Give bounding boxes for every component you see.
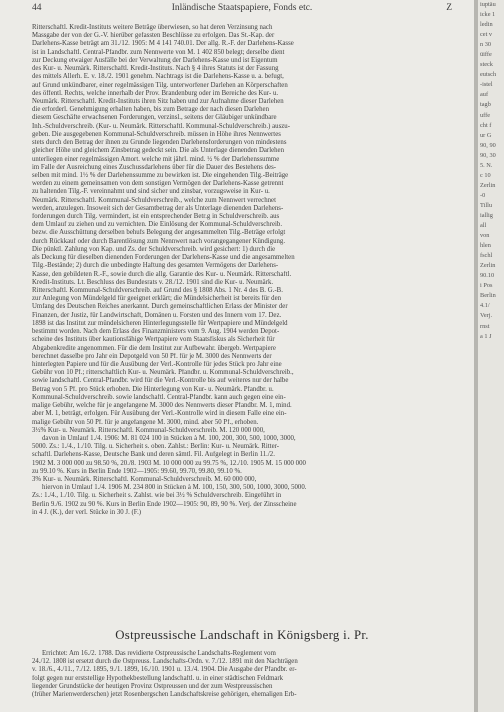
body-line-20: zu haltenden Tilg.-F. vereinnahmt und sind sicher und zinsbar, vorzugsweise in Kur- u.	[32, 188, 270, 196]
body-line-23: forderungen durch Tilg. vermindert, ist ein entsprechender Betr.g in Schuldverschreib. aus	[32, 213, 280, 221]
body-line-17: im Falle der Ausreichung eines Zuschussdarlehens über für die Dauer des Bestehens des-	[32, 163, 277, 171]
body-line-24: dem Umlauf zu ziehen und zu vernichten. Die Einlösung der Kommunal-Schuldverschreib.	[32, 221, 283, 229]
tail-line-0: Errichtet: Am 16./2. 1788. Das revidierte Ostpreussische Landschafts-Reglement vom	[42, 650, 276, 657]
tail-line-2: v. 18./6., 4./11., 7./12. 1895, 9./1. 1899, 16./10. 1901 u. 13./4. 1904. Die Ausgabe der Pfandbr. er-	[32, 666, 297, 674]
body-line-51: 5000. Zs.: 1./4., 1./10. Tilg. u. Sicherheit s. oben. Zahlst.: Berlin: Kur- u. Neumärk. Ritter-	[32, 443, 280, 451]
header-edge-text: Z	[446, 3, 452, 13]
body-line-30: Kasse, den gebildeten R.-F., sowie durch die allg. Garantie des Kur- u. Neumärk. Ritterschaftl.	[32, 270, 292, 278]
body-line-22: werden, anzulegen. Insoweit sich der Gesamtbetrag der als Unterlage dienenden Darlehens-	[32, 204, 284, 212]
neighbor-line-2: ledin	[480, 21, 493, 29]
body-line-55: 3% Kur- u. Neumärk. Ritterschaftl. Kommunal-Schuldverschreib. M. 60 000 000,	[32, 476, 257, 484]
body-line-41: hinterlegten Papiere und für die Ausübung der Verl.-Kontrolle für jedes Stück pro Jahr eine	[32, 360, 282, 368]
neighbor-line-6: steck	[480, 61, 493, 69]
body-line-21: Neumärk. Ritterschaftl. Kommunal-Schuldverschreib., welche zum Nennwert verrechnet	[32, 196, 276, 204]
body-line-4: zur Deckung etwaiger Ausfälle bei der Verwaltung der Darlehens-Kasse und ist Eigentum	[32, 56, 278, 64]
body-line-26: durch Rückkauf oder durch Barentlösung zum Nennwert nach vorangegangener Kündigung.	[32, 237, 286, 245]
section-text	[32, 650, 452, 699]
body-line-28: als Deckung für dieselben dienenden Forderungen der Darlehens-Kasse und die angesammelten	[32, 254, 295, 262]
neighbor-line-34: Zerlin	[480, 262, 496, 270]
body-line-15: gleicher Höhe und gleichem Zinsbetrag gedeckt sein. Die als Unterlage dienenden Darlehen	[32, 147, 285, 155]
page-header	[32, 3, 452, 17]
body-line-49: 3½% Kur- u. Neumärk. Ritterschaftl. Kommunal-Schuldverschreib. M. 120 000 000,	[32, 426, 265, 434]
body-line-59: in 4 J. (K.), der verl. Stücke in 30 J. (F.)	[32, 508, 142, 516]
body-line-19: werden zu einem gemeinsamen von dem sonstigen Vermögen der Darlehens-Kasse getrennt	[32, 180, 284, 188]
body-line-11: diesem Geschäfte erwachsenen Forderungen, verzinsl., seitens der Gläubiger unkündbare	[32, 114, 277, 122]
body-line-39: Abgabenkredite angenommen. Für die dem Institut zur Aufbewahr. übergeb. Wertpapiere	[32, 344, 276, 352]
neighbor-line-15: 90, 90	[480, 141, 496, 149]
neighbor-line-23: -0	[480, 191, 486, 199]
body-line-35: Finanzen, der Justiz, für Landwirtschaft, Domänen u. Forsten und des Innern vom 17. Dez.	[32, 311, 282, 319]
neighbor-line-3: cet v	[480, 31, 493, 39]
neighbor-line-39: Verj.	[480, 312, 493, 320]
body-line-32: Ritterschaftl. Kommunal-Schuldverschreib. auf Grund des § 1808 Abs. 1 Nr. 4 des B. G.-B.	[32, 287, 283, 294]
body-line-27: Die pünktl. Zahlung von Kap. und Zs. der Schuldverschreib. wird gesichert: 1) durch die	[32, 245, 276, 253]
body-line-5: des Kur- u. Neumärk. Ritterschaftl. Kredit-Instituts. Nach § 4 ihres Statuts ist der Fassung	[32, 65, 279, 73]
neighbor-line-7: eutsch	[480, 71, 497, 79]
body-line-10: die erforderl. Genehmigung erhalten haben, bis zum Betrage der nach diesen Darlehen	[32, 106, 269, 114]
body-line-53: 1902 M. 3 000 000 zu 98.50 %, 20./8. 1903 M. 10 000 000 zu 99.75 %, 12./10. 1905 M. 15 000 000	[32, 459, 306, 467]
body-line-6: des mittels Allerh. E. v. 18./2. 1901 genehm. Nachtrags ist die Darlehens-Kasse u. a. befugt,	[32, 73, 284, 81]
neighbor-line-11: uffe	[480, 111, 491, 119]
body-line-47: aber M. 1, beträgt, erfolgen. Für Ausübung der Verl.-Kontrolle wird in diesem Falle eine ein-	[32, 410, 287, 418]
neighbor-line-36: i Pos	[480, 282, 493, 290]
body-line-38: scheine des Instituts über kautionsfähige Wertpapiere vom Staatsfiskus als Sicherheit für	[32, 336, 275, 344]
body-line-12: Inh.-Schuldverschreib. (Kur- u. Neumärk. Ritterschaftl. Kommunal-Schuldverschreib.) auszu-	[32, 122, 290, 130]
body-line-34: Umfang des Deutschen Reiches anerkannt. Durch gemeinschaftlichen Erlass der Minister der	[32, 303, 288, 311]
neighbor-line-37: Berlin	[480, 292, 496, 300]
body-line-9: Neumärk. Ritterschaftl. Kredit-Instituts ihren Sitz haben und zur Aufnahme dieser Darlehen	[32, 97, 284, 105]
tail-line-3: folgt gegen nur erststellige Hypothekbestellung landschaftl. u. in einer städtischen Feldmark	[32, 674, 284, 682]
neighbor-line-38: 4.1/	[480, 302, 490, 310]
neighbor-line-4: n 30	[480, 41, 492, 49]
body-line-14: stets durch den Betrag der ihnen zu Grunde liegenden Darlehensforderungen von mindestens	[32, 139, 287, 147]
body-line-57: Zs.: 1./4., 1./10. Tilg. u. Sicherheit s. Zahlst. wie bei 3½ % Schuldverschreib. Eingeführt in	[32, 492, 282, 500]
neighbor-line-8: -istel	[480, 81, 493, 89]
neighbor-line-45: a 1 J	[480, 332, 492, 340]
body-line-50: davon in Umlauf 1./4. 1906: M. 81 024 100 in Stücken à M. 100, 200, 300, 500, 1000, 3000,	[42, 434, 296, 442]
neighbor-line-0: iuptäu	[480, 1, 496, 8]
body-line-43: sowie landschaftl. Central-Pfandbr. wird für die Verl.-Kontrolle bis auf weiteres nur der halbe	[32, 377, 289, 385]
neighbor-line-32: hlen	[480, 242, 491, 250]
neighbor-line-35: 90.10	[480, 272, 495, 280]
running-title: Inländische Staatspapiere, Fonds etc.	[171, 3, 313, 13]
neighbor-line-12: cht f	[480, 121, 492, 129]
body-line-42: Gebühr von 10 Pf.; ritterschaftlich Kur- u. Neumärk. Pfandbr. u. Kommunal-Schuldverschreib.,	[32, 369, 294, 377]
body-line-0: Ritterschaftl. Kredit-Instituts weitere Beträge überwiesen, so hat deren Verzinsung nach	[32, 24, 273, 31]
neighbor-line-17: 5. N.	[480, 161, 493, 169]
body-line-25: bezw. die Ausschüttung derselben behufs Belegung der angesammelten Tilg.-Beträge erfolgt	[32, 229, 286, 237]
body-line-31: Kredit-Instituts. Lt. Beschluss des Bundesrats v. 28./12. 1901 sind die Kur- u. Neumärk.	[32, 278, 274, 286]
body-line-54: zu 99.10 %. Kurs in Berlin Ende 1902—1905: 99.60, 99.70, 99.80, 99.10 %.	[32, 467, 242, 475]
neighbor-line-13: ur G	[480, 131, 492, 139]
body-line-44: Betrag von 5 Pf. pro Stück erhoben. Die Hinterlegung von Kur- u. Neumärk. Pfandbr. u.	[32, 385, 274, 393]
neighbor-line-16: 90, 30	[480, 151, 496, 159]
adjacent-page-edge	[478, 0, 504, 712]
body-line-7: auf Grund unkündbarer, einer regelmässigen Tilg. unterworfener Darlehen an Körperschaften	[32, 81, 288, 89]
body-line-3: ist in Landschaftl. Central-Pfandbr. zum Nennwerte von M. 1 402 850 belegt; derselbe dient	[32, 48, 285, 56]
body-line-8: des öffentl. Rechts, welche innerhalb der Prov. Brandenburg oder im Bereiche des Kur- u.	[32, 89, 279, 97]
section-heading: Ostpreussische Landschaft in Königsberg i. Pr.	[115, 628, 369, 642]
body-line-46: malige Gebühr, welche für je angefangene M. 3000 des Nennwerts dieser Pfandbr. M. 1, mind.	[32, 402, 292, 410]
neighbor-line-9: auf	[480, 91, 489, 99]
neighbor-line-18: c 10	[480, 171, 491, 179]
neighbor-line-5: üiffe	[480, 51, 492, 59]
body-line-45: Kommunal-Schuldverschreib. sowie landschaftl. Central-Pfandbr. kann auch gegen eine ein-	[32, 393, 286, 401]
neighbor-line-19: Zerlin	[480, 181, 496, 189]
neighbor-line-1: icke 1	[480, 11, 496, 19]
neighbor-line-29: iallig	[480, 211, 493, 219]
body-line-33: zur Anlegung von Mündelgeld für geeignet erklärt; die Mündelsicherheit ist bereits für den	[32, 295, 282, 303]
body-line-1: Massgabe der von der G.-V. hierüber gefassten Beschlüsse zu erfolgen. Das St.-Kap. der	[32, 32, 275, 40]
body-line-18: selben mit mind. 1½ % der Darlehenssumme zu bewirken ist. Die eingehenden Tilg.-Beiträge	[32, 171, 289, 179]
tail-line-5: (früher Marienwerderschen) jetzt Rosenbergschen Landschaftskreise gehörigen, ehemaligen Erb-	[32, 691, 297, 699]
body-line-40: berechnet dasselbe pro Jahr ein Depotgeld von 50 Pf. für je M. 3000 des Nennwerts der	[32, 352, 272, 360]
body-line-2: Darlehens-Kasse beträgt am 31./12. 1905: M 4 141 740.01. Der allg. R.-F. der Darlehens-Kasse	[32, 40, 294, 48]
neighbor-line-30: all	[480, 222, 487, 230]
neighbor-line-33: fschl	[480, 252, 493, 260]
body-line-58: Berlin 9./6. 1902 zu 90 %. Kurs in Berlin Ende 1902—1905: 90, 89, 90 %. Verj. der Zinsscheine	[32, 500, 297, 508]
body-line-56: hiervon in Umlauf 1./4. 1906 M. 234 800 in Stücken à M. 100, 150, 300, 500, 1000, 3000, 5000.	[42, 484, 307, 492]
body-line-48: malige Gebühr von 50 Pf. für je angefangene M. 3000, mind. aber 50 Pf., erhoben.	[32, 418, 259, 426]
neighbor-line-10: tagb	[480, 101, 491, 109]
page-number: 44	[32, 3, 42, 13]
body-line-36: 1898 ist das Institut zur mündelsicheren Hinterlegungsstelle für Wertpapiere und Mündelgeld	[32, 319, 288, 327]
body-line-37: bestimmt worden. Nach dem Erlass des Finanzministers vom 9. Aug. 1904 werden Depot-	[32, 328, 280, 336]
body-line-16: unterliegen einer regelmässigen Amort. welche mit jährl. mind. ½ % der Darlehenssumme	[32, 155, 280, 163]
body-line-52: schaftl. Darlehens-Kasse, Deutsche Bank und deren sämtl. Fil. Aufgelegt in Berlin 11./2.	[32, 451, 275, 459]
body-line-29: Tilg.-Bestände; 2) durch die unbedingte Haftung des gesamten Vermögens der Darlehens-	[32, 262, 279, 270]
tail-line-4: liegender Grundstücke der heutigen Provinz Ostpreussen und der zum Westpreussischen	[32, 682, 273, 690]
tail-line-1: 24./12. 1808 ist ersetzt durch die Ostpreuss. Landschafts-Ordn. v. 7./12. 1891 mit den Nachträgen	[32, 658, 298, 666]
neighbor-line-44: rnst	[480, 322, 490, 330]
neighbor-line-31: von	[480, 232, 490, 240]
body-text	[32, 24, 452, 517]
neighbor-line-24: Tillu	[480, 201, 493, 209]
body-line-13: geben. Die ausgegebenen Kommunal-Schuldverschreib. müssen in Höhe ihres Nennwertes	[32, 130, 281, 138]
